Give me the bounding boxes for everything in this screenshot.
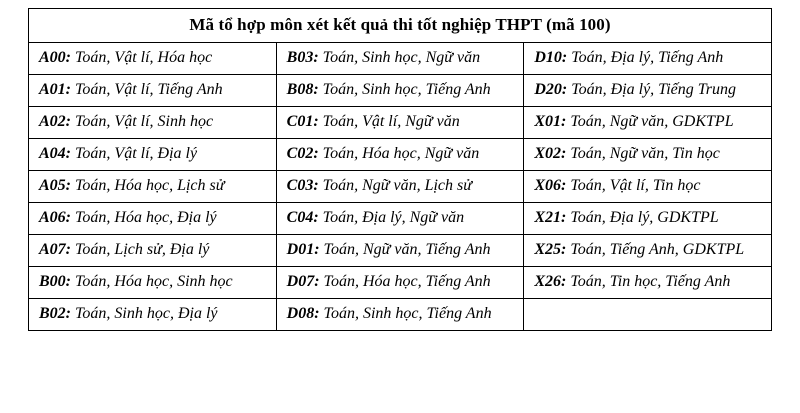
combination-cell [276,203,524,235]
separator: : [314,241,320,258]
combination-subjects: Toán, Hóa học, Sinh học [75,273,233,290]
combination-cell [524,107,772,139]
combination-subjects: Toán, Lịch sử, Địa lý [75,241,210,258]
separator: : [560,209,567,226]
separator: : [65,145,71,162]
combination-subjects: Toán, Ngữ văn, Lịch sử [322,177,472,194]
page-title: Mã tổ hợp môn xét kết quả thi tốt nghiệp THPT (mã 100) [29,9,772,43]
combination-subjects: Toán, Ngữ văn, GDKTPL [570,113,734,130]
combination-code: C04 [286,209,314,226]
combination-code: X25 [534,241,561,258]
table-row [29,171,772,203]
combination-code: X21 [534,209,561,226]
combination-cell [29,139,277,171]
combination-subjects: Toán, Vật lí, Tiếng Anh [75,81,223,98]
separator: : [65,177,71,194]
combination-subjects: Toán, Hóa học, Địa lý [75,209,217,226]
separator: : [65,81,71,98]
combination-code: A04 [39,145,66,162]
combination-cell [29,75,277,107]
combination-cell [524,75,772,107]
combination-subjects: Toán, Vật lí, Tin học [570,177,701,194]
separator: : [65,273,71,290]
combination-code: A06 [39,209,66,226]
combination-cell [524,139,772,171]
empty-cell [524,299,772,331]
combination-code: D07 [286,273,315,290]
combination-cell [29,107,277,139]
combination-code: A02 [39,113,66,130]
combination-cell [29,267,277,299]
combination-cell [276,139,524,171]
separator: : [313,113,319,130]
combination-subjects: Toán, Vật lí, Địa lý [75,145,198,162]
table-title-row [29,9,772,43]
document-page [0,8,800,413]
combination-code: C01 [286,113,314,130]
combination-code: C02 [286,145,314,162]
separator: : [561,49,568,66]
combination-cell [276,267,524,299]
combination-cell [276,171,524,203]
table-row [29,203,772,235]
separator: : [560,273,567,290]
table-row [29,235,772,267]
combination-subjects: Toán, Địa lý, Ngữ văn [322,209,465,226]
combination-subjects: Toán, Sinh học, Ngữ văn [322,49,481,66]
separator: : [65,113,71,130]
separator: : [560,113,567,130]
combination-code: X26 [534,273,561,290]
combination-subjects: Toán, Hóa học, Ngữ văn [322,145,480,162]
combination-cell [29,203,277,235]
combination-code: D01 [286,241,315,258]
combination-code: D08 [286,305,315,322]
separator: : [314,273,320,290]
combination-cell [29,43,277,75]
separator: : [561,81,568,98]
combination-subjects: Toán, Sinh học, Tiếng Anh [323,305,492,322]
combination-subjects: Toán, Ngữ văn, Tin học [570,145,720,162]
combination-subjects: Toán, Hóa học, Lịch sử [75,177,225,194]
combination-cell [276,75,524,107]
separator: : [313,145,319,162]
combination-subjects: Toán, Tin học, Tiếng Anh [570,273,731,290]
combination-code: A00 [39,49,66,66]
separator: : [313,177,319,194]
combination-subjects: Toán, Địa lý, Tiếng Trung [571,81,736,98]
table-row [29,107,772,139]
combination-code: D20 [534,81,562,98]
combination-cell [524,43,772,75]
combination-code: A07 [39,241,66,258]
combination-subjects: Toán, Vật lí, Sinh học [75,113,214,130]
separator: : [560,241,567,258]
combination-code: A05 [39,177,66,194]
combination-subjects: Toán, Hóa học, Tiếng Anh [323,273,491,290]
combination-code: B08 [286,81,314,98]
separator: : [65,241,71,258]
table-row [29,299,772,331]
combination-cell [524,203,772,235]
combination-cell [524,235,772,267]
separator: : [65,209,71,226]
combination-subjects: Toán, Vật lí, Hóa học [75,49,213,66]
combination-cell [29,235,277,267]
combination-cell [276,107,524,139]
combination-code: X06 [534,177,561,194]
combination-subjects: Toán, Địa lý, GDKTPL [570,209,719,226]
combination-cell [276,299,524,331]
table-row [29,43,772,75]
separator: : [560,177,567,194]
combination-cell [276,235,524,267]
separator: : [65,49,71,66]
combination-code: A01 [39,81,66,98]
combination-subjects: Toán, Địa lý, Tiếng Anh [571,49,724,66]
combination-subjects: Toán, Tiếng Anh, GDKTPL [570,241,745,258]
separator: : [313,49,319,66]
separator: : [65,305,71,322]
combination-cell [29,299,277,331]
combination-cell [29,171,277,203]
combination-code: B03 [286,49,314,66]
combination-cell [524,267,772,299]
combination-subjects: Toán, Sinh học, Tiếng Anh [322,81,491,98]
combination-code: X01 [534,113,561,130]
table-row [29,139,772,171]
combination-code: B00 [39,273,66,290]
combination-code: D10 [534,49,562,66]
combination-subjects: Toán, Vật lí, Ngữ văn [322,113,460,130]
combination-cell [524,171,772,203]
combination-code: B02 [39,305,66,322]
table-row [29,267,772,299]
combination-cell [276,43,524,75]
table-row [29,75,772,107]
combination-code: C03 [286,177,314,194]
separator: : [314,305,320,322]
combination-subjects: Toán, Ngữ văn, Tiếng Anh [323,241,491,258]
combination-code: X02 [534,145,561,162]
combination-subjects: Toán, Sinh học, Địa lý [75,305,218,322]
subject-combination-table [28,8,772,331]
separator: : [313,209,319,226]
separator: : [560,145,567,162]
separator: : [313,81,319,98]
